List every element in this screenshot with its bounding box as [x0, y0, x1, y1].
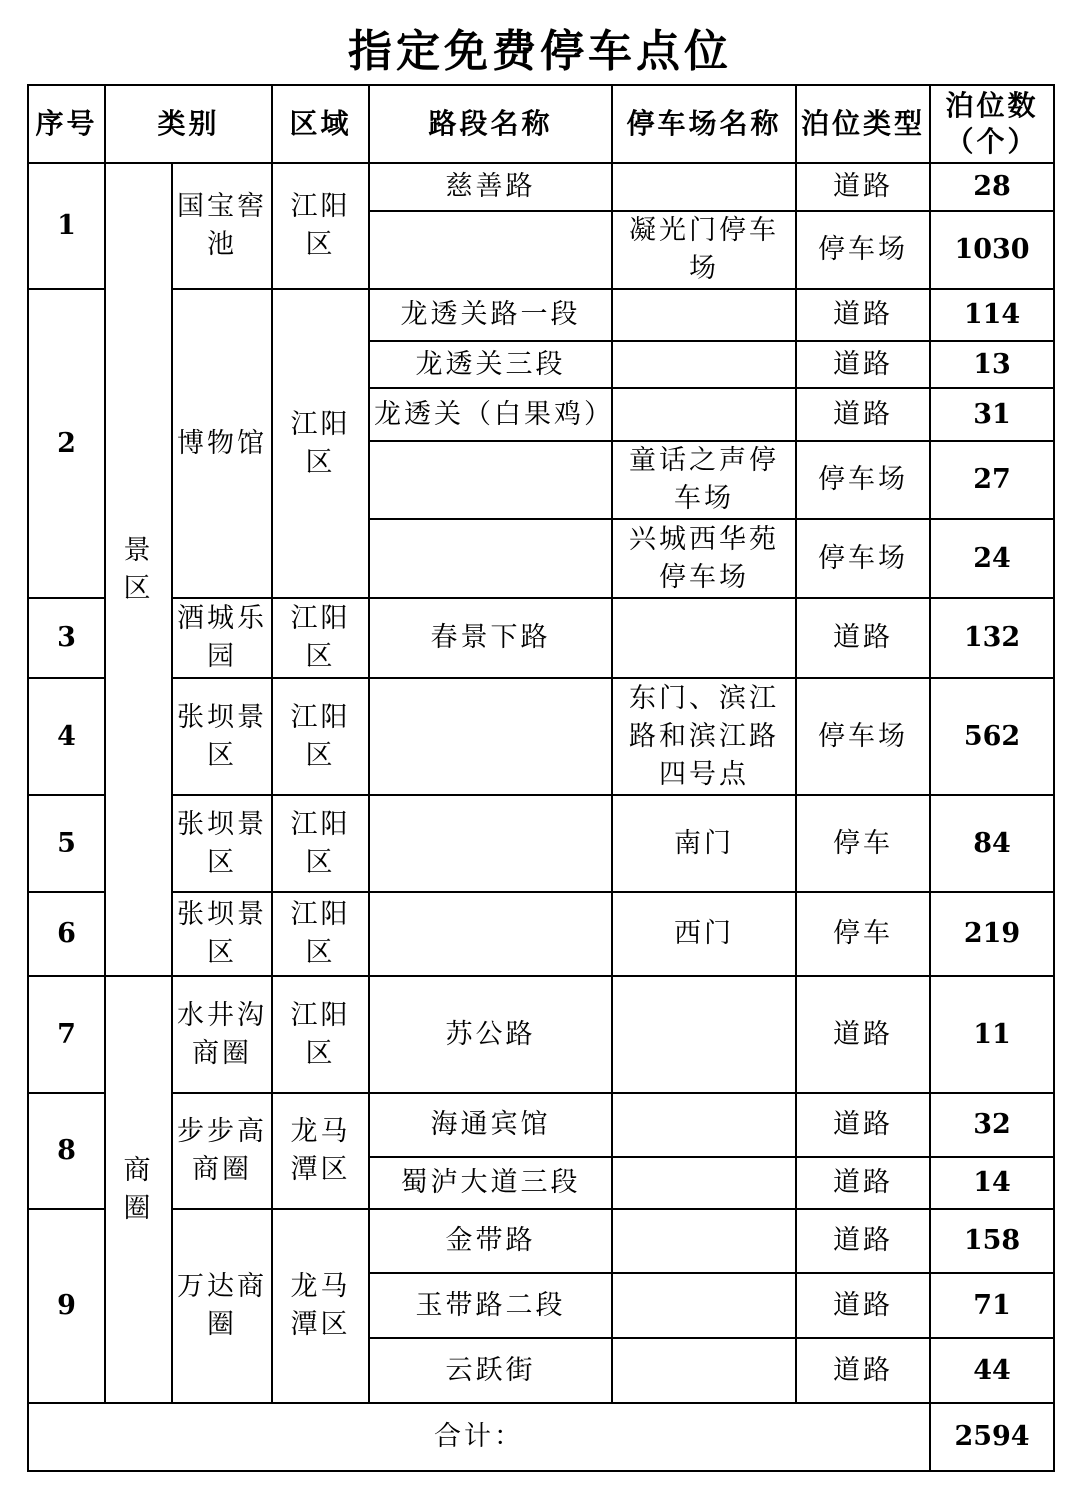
seq-cell: 5	[28, 795, 105, 892]
total-value: 2594	[930, 1403, 1054, 1471]
district-cell: 龙马潭区	[272, 1209, 369, 1403]
table-row	[28, 1093, 1054, 1157]
district-cell: 江阳区	[272, 163, 369, 289]
road-cell: 龙透关（白果鸡）	[369, 388, 612, 441]
header-district: 区域	[272, 85, 369, 163]
lot-cell	[612, 163, 796, 211]
count-cell: 84	[930, 795, 1054, 892]
header-road: 路段名称	[369, 85, 612, 163]
type-cell: 道路	[796, 976, 930, 1093]
type-cell: 道路	[796, 289, 930, 341]
district-cell: 江阳区	[272, 598, 369, 678]
road-cell: 云跃街	[369, 1338, 612, 1403]
count-cell: 71	[930, 1273, 1054, 1338]
lot-cell	[612, 1338, 796, 1403]
road-cell: 龙透关三段	[369, 341, 612, 388]
lot-cell	[612, 1209, 796, 1273]
road-cell: 春景下路	[369, 598, 612, 678]
place-cell: 万达商圈	[172, 1209, 272, 1403]
table-row	[28, 795, 1054, 892]
lot-cell: 西门	[612, 892, 796, 976]
table-row	[28, 163, 1054, 211]
district-cell: 江阳区	[272, 795, 369, 892]
count-cell: 158	[930, 1209, 1054, 1273]
count-cell: 114	[930, 289, 1054, 341]
lot-cell: 凝光门停车场	[612, 211, 796, 289]
lot-cell: 南门	[612, 795, 796, 892]
place-cell: 张坝景区	[172, 892, 272, 976]
road-cell: 海通宾馆	[369, 1093, 612, 1157]
road-cell	[369, 795, 612, 892]
road-cell: 龙透关路一段	[369, 289, 612, 341]
lot-cell	[612, 976, 796, 1093]
count-cell: 28	[930, 163, 1054, 211]
seq-cell: 8	[28, 1093, 105, 1209]
road-cell: 蜀泸大道三段	[369, 1157, 612, 1209]
road-cell: 慈善路	[369, 163, 612, 211]
count-cell: 562	[930, 678, 1054, 795]
count-cell: 219	[930, 892, 1054, 976]
type-cell: 道路	[796, 1093, 930, 1157]
type-cell: 道路	[796, 1209, 930, 1273]
type-cell: 道路	[796, 1338, 930, 1403]
type-cell: 停车	[796, 795, 930, 892]
road-cell	[369, 892, 612, 976]
header-count: 泊位数（个）	[930, 85, 1054, 163]
count-cell: 11	[930, 976, 1054, 1093]
seq-cell: 6	[28, 892, 105, 976]
place-cell: 博物馆	[172, 289, 272, 598]
parking-table	[27, 84, 1055, 1472]
header-seq: 序号	[28, 85, 105, 163]
district-cell: 龙马潭区	[272, 1093, 369, 1209]
table-row	[28, 678, 1054, 795]
road-cell: 玉带路二段	[369, 1273, 612, 1338]
type-cell: 道路	[796, 341, 930, 388]
type-cell: 停车场	[796, 519, 930, 598]
lot-cell: 童话之声停车场	[612, 441, 796, 519]
seq-cell: 3	[28, 598, 105, 678]
count-cell: 13	[930, 341, 1054, 388]
type-cell: 停车场	[796, 441, 930, 519]
place-cell: 张坝景区	[172, 678, 272, 795]
lot-cell	[612, 289, 796, 341]
lot-cell	[612, 1273, 796, 1338]
seq-cell: 7	[28, 976, 105, 1093]
count-cell: 32	[930, 1093, 1054, 1157]
road-cell	[369, 211, 612, 289]
table-row	[28, 1209, 1054, 1273]
total-row	[28, 1403, 1054, 1471]
lot-cell	[612, 388, 796, 441]
type-cell: 道路	[796, 598, 930, 678]
district-cell: 江阳区	[272, 678, 369, 795]
table-row	[28, 598, 1054, 678]
seq-cell: 9	[28, 1209, 105, 1403]
place-cell: 张坝景区	[172, 795, 272, 892]
lot-cell	[612, 1093, 796, 1157]
count-cell: 132	[930, 598, 1054, 678]
table-row	[28, 892, 1054, 976]
count-cell: 1030	[930, 211, 1054, 289]
type-cell: 停车场	[796, 678, 930, 795]
header-category: 类别	[105, 85, 272, 163]
lot-cell	[612, 1157, 796, 1209]
district-cell: 江阳区	[272, 289, 369, 598]
seq-cell: 2	[28, 289, 105, 598]
place-cell: 国宝窖池	[172, 163, 272, 289]
road-cell	[369, 441, 612, 519]
type-cell: 停车	[796, 892, 930, 976]
district-cell: 江阳区	[272, 892, 369, 976]
lot-cell: 东门、滨江路和滨江路四号点	[612, 678, 796, 795]
place-cell: 水井沟商圈	[172, 976, 272, 1093]
table-row	[28, 976, 1054, 1093]
count-cell: 27	[930, 441, 1054, 519]
place-cell: 酒城乐园	[172, 598, 272, 678]
count-cell: 24	[930, 519, 1054, 598]
table-row	[28, 289, 1054, 341]
district-cell: 江阳区	[272, 976, 369, 1093]
type-cell: 道路	[796, 1157, 930, 1209]
count-cell: 31	[930, 388, 1054, 441]
page-title: 指定免费停车点位	[348, 26, 732, 77]
road-cell: 苏公路	[369, 976, 612, 1093]
lot-cell	[612, 598, 796, 678]
type-cell: 道路	[796, 1273, 930, 1338]
type-cell: 停车场	[796, 211, 930, 289]
seq-cell: 1	[28, 163, 105, 289]
header-lot: 停车场名称	[612, 85, 796, 163]
type-cell: 道路	[796, 163, 930, 211]
road-cell: 金带路	[369, 1209, 612, 1273]
road-cell	[369, 678, 612, 795]
total-label: 合计：	[28, 1403, 930, 1471]
category-cell: 景区	[105, 163, 172, 976]
header-row	[28, 85, 1054, 163]
count-cell: 14	[930, 1157, 1054, 1209]
type-cell: 道路	[796, 388, 930, 441]
count-cell: 44	[930, 1338, 1054, 1403]
road-cell	[369, 519, 612, 598]
header-type: 泊位类型	[796, 85, 930, 163]
seq-cell: 4	[28, 678, 105, 795]
lot-cell	[612, 341, 796, 388]
lot-cell: 兴城西华苑停车场	[612, 519, 796, 598]
category-cell: 商圈	[105, 976, 172, 1403]
place-cell: 步步高商圈	[172, 1093, 272, 1209]
